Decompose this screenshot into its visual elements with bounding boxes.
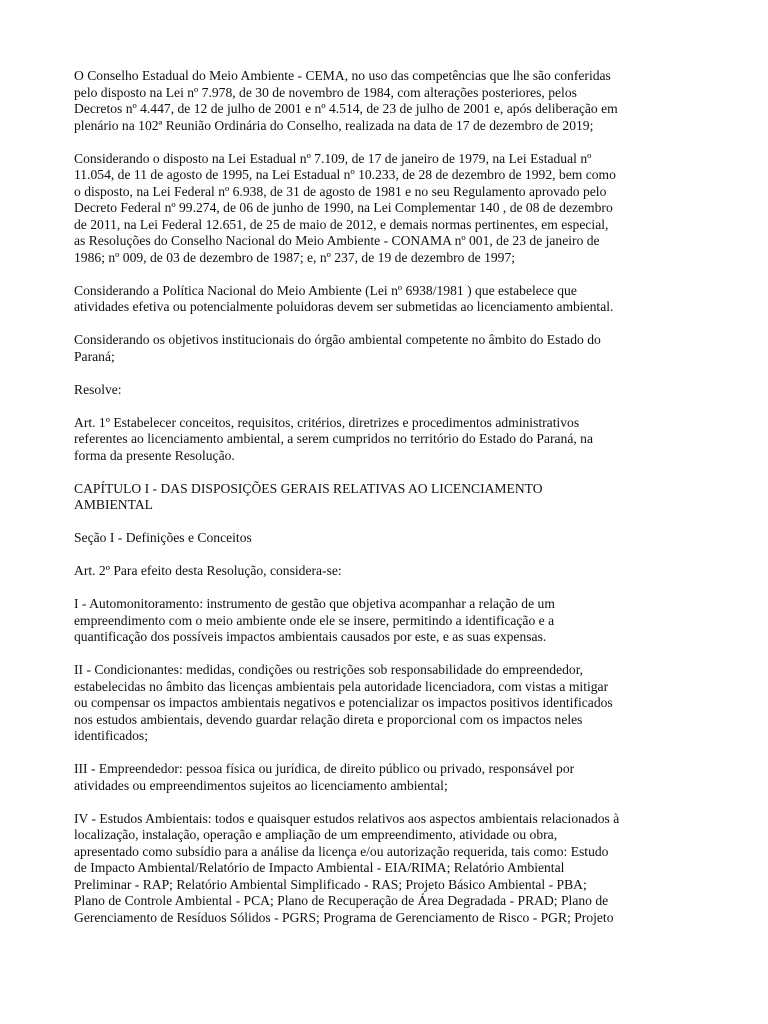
item-iv-paragraph: IV - Estudos Ambientais: todos e quaisquer estudos relativos aos aspectos ambientais relacionados à localização, instalação, operação e ampliação de um empreendimento, atividade ou obra, apresentado como subsídio para a análise da licença e/ou autorização requerida, tais como: Estudo de Impacto Ambiental/Relatório de Impacto Ambiental - EIA/RIMA; Relatório Ambiental Preliminar - RAP; Relatório Ambiental Simplificado - RAS; Projeto Básico Ambiental - PBA; Plano de Controle Ambiental - PCA; Plano de Recuperação de Área Degradada - PRAD; Plano de Gerenciamento de Resíduos Sólidos - PGRS; Programa de Gerenciamento de Risco - PGR; Projeto bbox=[74, 810, 620, 925]
article-1-paragraph: Art. 1º Estabelecer conceitos, requisitos, critérios, diretrizes e procedimentos administrativos referentes ao licenciamento ambiental, a serem cumpridos no território do Estado do Paraná, na forma da presente Resolução. bbox=[74, 414, 594, 463]
item-iii-paragraph: III - Empreendedor: pessoa física ou jurídica, de direito público ou privado, responsável por atividades ou empreendimentos sujeitos ao licenciamento ambiental; bbox=[74, 761, 575, 793]
section-1-heading: Seção I - Definições e Conceitos bbox=[74, 530, 252, 545]
considerando-laws-paragraph: Considerando o disposto na Lei Estadual nº 7.109, de 17 de janeiro de 1979, na Lei Estadual nº 11.054, de 11 de agosto de 1995, na Lei Estadual nº 10.233, de 28 de dezembro de 1992, bem como o disposto, na Lei Federal nº 6.938, de 31 de agosto de 1981 e no seu Regulamento aprovado pelo Decreto Federal nº 99.274, de 06 de junho de 1990, na Lei Complementar 140 , de 08 de dezembro de 2011, na Lei Federal 12.651, de 25 de maio de 2012, e demais normas pertinentes, em especial, as Resoluções do Conselho Nacional do Meio Ambiente - CONAMA nº 001, de 23 de janeiro de 1986; nº 009, de 03 de dezembro de 1987; e, nº 237, de 19 de dezembro de 1997; bbox=[74, 150, 616, 265]
article-2-paragraph: Art. 2º Para efeito desta Resolução, considera-se: bbox=[74, 563, 342, 578]
considerando-objetivos-paragraph: Considerando os objetivos institucionais do órgão ambiental competente no âmbito do Estado do Paraná; bbox=[74, 332, 601, 364]
item-i-paragraph: I - Automonitoramento: instrumento de gestão que objetiva acompanhar a relação de um empreendimento com o meio ambiente onde ele se insere, permitindo a identificação e a quantificação dos possíveis impactos ambientais causados por este, e as suas expensas. bbox=[74, 596, 555, 644]
document-page bbox=[74, 68, 696, 943]
chapter-1-heading: CAPÍTULO I - DAS DISPOSIÇÕES GERAIS RELATIVAS AO LICENCIAMENTO AMBIENTAL bbox=[74, 480, 543, 512]
preamble-paragraph: O Conselho Estadual do Meio Ambiente - CEMA, no uso das competências que lhe são conferidas pelo disposto na Lei nº 7.978, de 30 de novembro de 1984, com alterações posteriores, pelos Decretos nº 4.447, de 12 de julho de 2001 e nº 4.514, de 23 de julho de 2001 e, após deliberação em plenário na 102ª Reunião Ordinária do Conselho, realizada na data de 17 de dezembro de 2019; bbox=[74, 68, 618, 133]
item-ii-paragraph: II - Condicionantes: medidas, condições ou restrições sob responsabilidade do empreendedor, estabelecidas no âmbito das licenças ambientais pela autoridade licenciadora, com vistas a mitigar ou compensar os impactos ambientais negativos e potencializar os impactos positivos identificados nos estudos ambientais, devendo guardar relação direta e proporcional com os impactos neles identificados; bbox=[74, 662, 613, 743]
considerando-politica-paragraph: Considerando a Política Nacional do Meio Ambiente (Lei nº 6938/1981 ) que estabelece que atividades efetiva ou potencialmente poluidoras devem ser submetidas ao licenciamento ambiental. bbox=[74, 282, 614, 314]
resolve-paragraph: Resolve: bbox=[74, 381, 122, 397]
